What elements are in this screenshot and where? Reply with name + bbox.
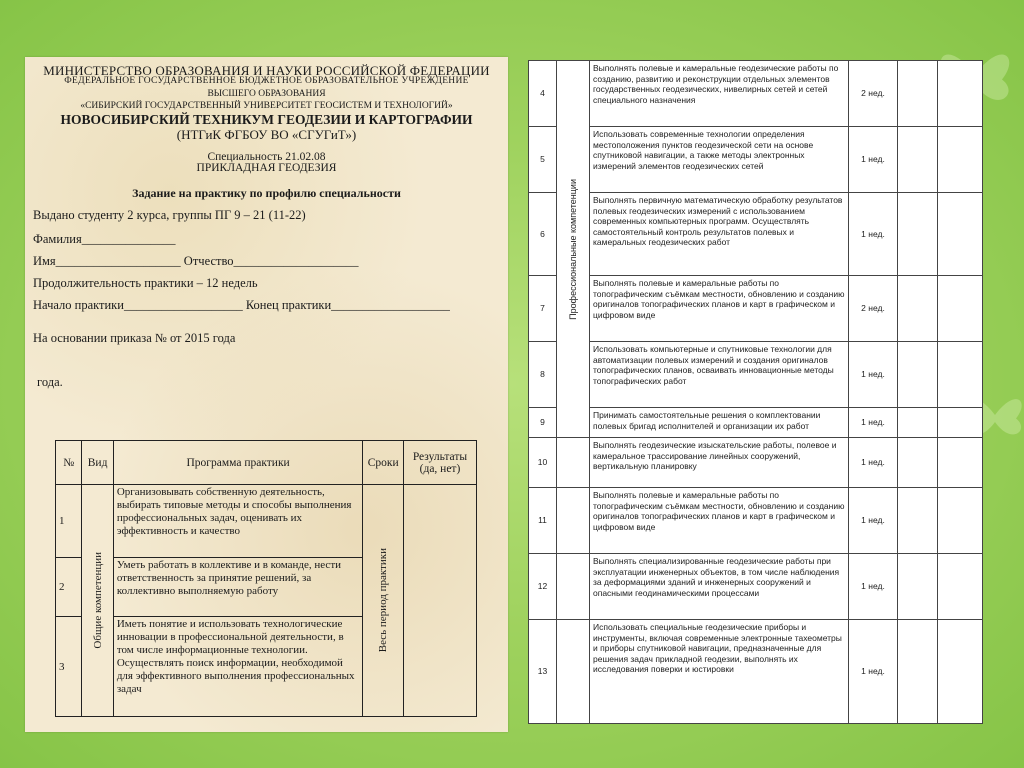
terms-label: Весь период практики: [377, 548, 390, 653]
duration-cell: 1 нед.: [849, 554, 898, 620]
table-row: [529, 276, 983, 342]
general-competencies-table: [55, 440, 477, 717]
empty-cell: [938, 127, 983, 193]
row-num: 5: [529, 127, 557, 193]
row-num: 12: [529, 554, 557, 620]
task-title: Задание на практику по профилю специальности: [132, 186, 401, 200]
empty-cell: [938, 554, 983, 620]
header-program: Программа практики: [113, 441, 363, 485]
specialty-code: Специальность 21.02.08: [207, 151, 326, 163]
header-type: Вид: [82, 441, 113, 485]
ministry-heading: МИНИСТЕРСТВО ОБРАЗОВАНИЯ И НАУКИ РОССИЙСКОЙ ФЕДЕРАЦИИ: [43, 63, 490, 78]
competency-text: Выполнять полевые и камеральные работы по топографическим съёмкам местности, обновлению и созданию оригиналов топографических планов и карт в графическом и цифровом виде: [590, 276, 849, 342]
table-row: [56, 485, 477, 558]
empty-cell: [938, 342, 983, 408]
empty-cell: [938, 408, 983, 438]
duration-cell: 2 нед.: [849, 61, 898, 127]
row-num: 8: [529, 342, 557, 408]
empty-type-cell: [557, 554, 590, 620]
row-num: 7: [529, 276, 557, 342]
empty-cell: [938, 620, 983, 724]
competency-text: Выполнять полевые и камеральные геодезические работы по созданию, развитию и реконструкции отдельных элементов государственных геодезических, нивелирных сетей и сетей специального назначения: [590, 61, 849, 127]
duration-cell: 2 нед.: [849, 276, 898, 342]
empty-cell: [898, 620, 938, 724]
type-cell: [82, 485, 113, 717]
type-label: Общие компетенции: [91, 552, 104, 649]
empty-cell: [938, 276, 983, 342]
duration-cell: 1 нед.: [849, 620, 898, 724]
row-num: 10: [529, 438, 557, 488]
technikum-heading: НОВОСИБИРСКИЙ ТЕХНИКУМ ГЕОДЕЗИИ И КАРТОГРАФИИ: [60, 112, 473, 127]
competency-text: Выполнять геодезические изыскательские работы, полевое и камеральное трассирование линейных сооружений, вертикальную планировку: [590, 438, 849, 488]
empty-cell: [898, 61, 938, 127]
start-end-line: Начало практики___________________ Конец практики___________________: [33, 298, 450, 312]
empty-cell: [898, 408, 938, 438]
empty-type-cell: [557, 438, 590, 488]
row-num: 3: [56, 617, 82, 717]
higher-education-heading: ВЫСШЕГО ОБРАЗОВАНИЯ: [207, 89, 326, 99]
duration-cell: 1 нед.: [849, 488, 898, 554]
table-row: [529, 554, 983, 620]
competency-text: Принимать самостоятельные решения о комплектовании полевых бригад исполнителей и организации их работ: [590, 408, 849, 438]
table-row: [529, 408, 983, 438]
professional-competencies-document: [528, 60, 982, 723]
type-label: Профессиональные компетенции: [567, 178, 578, 320]
empty-cell: [898, 438, 938, 488]
empty-cell: [898, 193, 938, 276]
competency-text: Выполнять первичную математическую обработку результатов полевых геодезических измерений с использованием современных компьютерных программ. Осуществлять самостоятельный контроль результатов полевых и камеральных геодезических работ: [590, 193, 849, 276]
program-cell: Уметь работать в коллективе и в команде, нести ответственность за принятие решений, за коллективно выполняемую работу: [113, 558, 363, 617]
abbreviation-heading: (НТГиК ФГБОУ ВО «СГУГиТ»): [176, 127, 357, 142]
table-row: [529, 438, 983, 488]
duration-cell: 1 нед.: [849, 193, 898, 276]
table-row: [529, 61, 983, 127]
row-num: 6: [529, 193, 557, 276]
table-row: [529, 193, 983, 276]
duration-line: Продолжительность практики – 12 недель: [33, 276, 258, 290]
empty-cell: [938, 61, 983, 127]
specialty-name: ПРИКЛАДНАЯ ГЕОДЕЗИЯ: [196, 162, 337, 174]
header-results: Результаты (да, нет): [403, 441, 476, 485]
empty-cell: [938, 438, 983, 488]
type-cell: [557, 61, 590, 438]
terms-cell: [363, 485, 404, 717]
competency-text: Выполнять полевые и камеральные работы по топографическим съёмкам местности, обновлению и созданию оригиналов топографических планов и карт в графическом и цифровом виде: [590, 488, 849, 554]
name-patronymic-line: Имя____________________ Отчество____________________: [33, 254, 359, 268]
practice-task-document: [25, 57, 508, 732]
empty-cell: [938, 193, 983, 276]
program-cell: Организовывать собственную деятельность, выбирать типовые методы и способы выполнения профессиональных задач, оценивать их эффективность и качество: [113, 485, 363, 558]
table-row: [529, 342, 983, 408]
issued-line: Выдано студенту 2 курса, группы ПГ 9 – 21 (11-22): [33, 208, 306, 222]
results-cell: [403, 485, 476, 717]
row-num: 1: [56, 485, 82, 558]
header-num: №: [56, 441, 82, 485]
empty-cell: [898, 127, 938, 193]
table-row: [529, 488, 983, 554]
empty-cell: [898, 488, 938, 554]
duration-cell: 1 нед.: [849, 127, 898, 193]
competency-text: Использовать специальные геодезические приборы и инструменты, включая современные электронные тахеометры и приборы спутниковой навигации, предназначенные для решения задач прикладной геодезии, выполнять их исследования поверки и юстировки: [590, 620, 849, 724]
empty-type-cell: [557, 620, 590, 724]
duration-cell: 1 нед.: [849, 438, 898, 488]
row-num: 11: [529, 488, 557, 554]
competency-text: Выполнять специализированные геодезические работы при эксплуатации инженерных объектов, в том числе наблюдения за деформациями зданий и инженерных сооружений и опасными геодинамическими процессами: [590, 554, 849, 620]
federal-institution-heading: ФЕДЕРАЛЬНОЕ ГОСУДАРСТВЕННОЕ БЮДЖЕТНОЕ ОБРАЗОВАТЕЛЬНОЕ УЧРЕЖДЕНИЕ: [64, 76, 469, 86]
empty-cell: [898, 554, 938, 620]
duration-cell: 1 нед.: [849, 408, 898, 438]
year-line: года.: [37, 375, 63, 389]
empty-type-cell: [557, 488, 590, 554]
empty-cell: [898, 276, 938, 342]
row-num: 13: [529, 620, 557, 724]
empty-cell: [938, 488, 983, 554]
row-num: 2: [56, 558, 82, 617]
order-line: На основании приказа № от 2015 года: [33, 331, 236, 345]
row-num: 4: [529, 61, 557, 127]
competency-text: Использовать современные технологии определения местоположения пунктов геодезической сети на основе спутниковой навигации, а также методы электронных измерений элементов геодезических сетей: [590, 127, 849, 193]
competency-text: Использовать компьютерные и спутниковые технологии для автоматизации полевых измерений и создания оригиналов топографических планов, осваивать инновационные методы топографических работ: [590, 342, 849, 408]
professional-competencies-table: [528, 60, 983, 724]
header-terms: Сроки: [363, 441, 404, 485]
program-cell: Иметь понятие и использовать технологические инновации в профессиональной деятельности, в том числе информационные технологии. Осуществлять поиск информации, необходимой для эффективного выполнения профессиональных задач: [113, 617, 363, 717]
duration-cell: 1 нед.: [849, 342, 898, 408]
surname-line: Фамилия_______________: [33, 232, 176, 246]
university-heading: «СИБИРСКИЙ ГОСУДАРСТВЕННЫЙ УНИВЕРСИТЕТ ГЕОСИСТЕМ И ТЕХНОЛОГИЙ»: [80, 101, 453, 111]
table-row: [529, 127, 983, 193]
table-row: [529, 620, 983, 724]
row-num: 9: [529, 408, 557, 438]
empty-cell: [898, 342, 938, 408]
